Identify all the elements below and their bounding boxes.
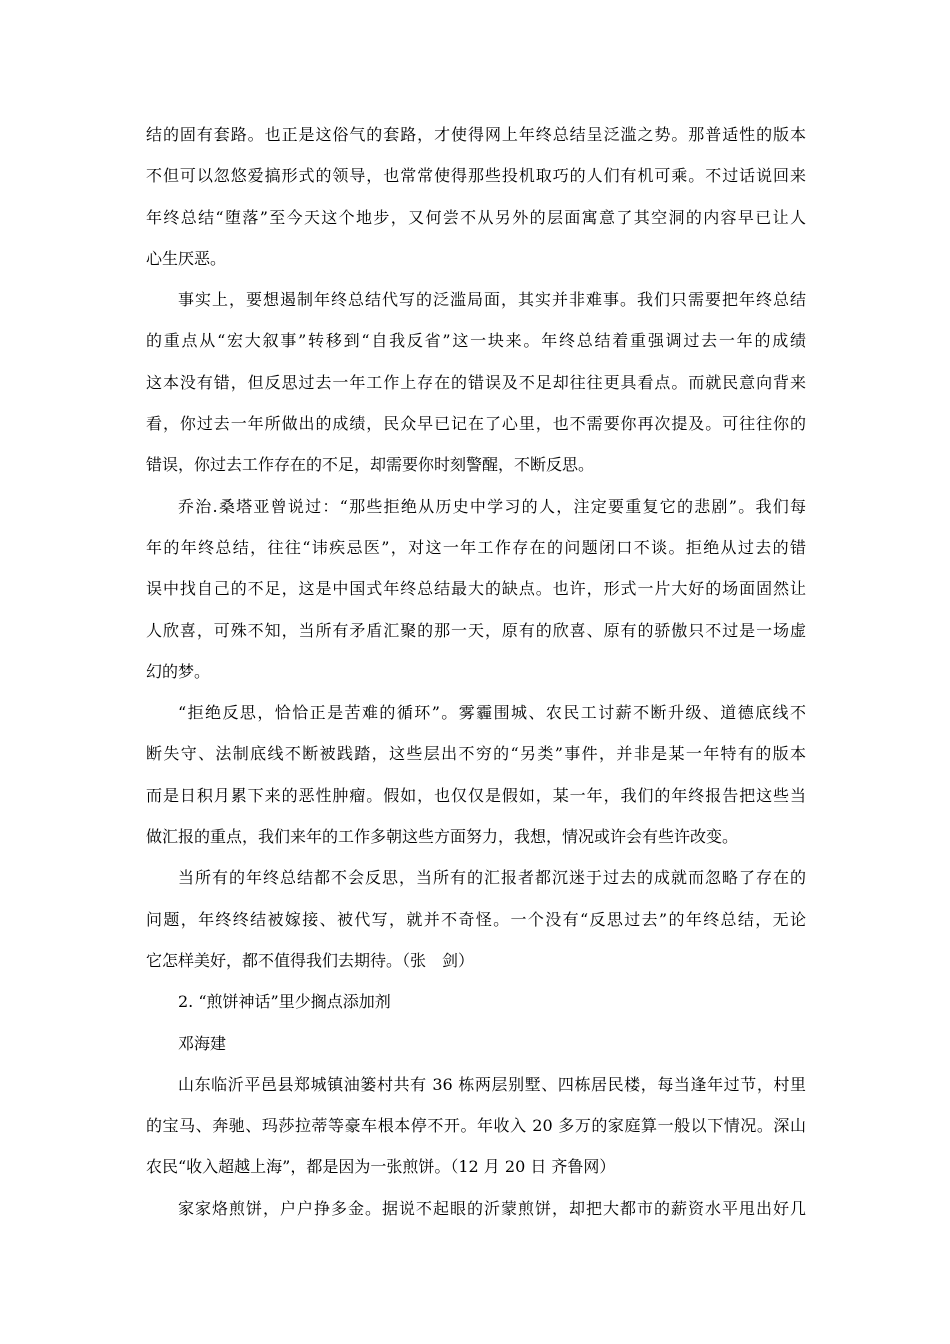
paragraph-first-line: 当所有的年终总结都不会反思，当所有的汇报者都沉迷于过去的成就而忽略了存在的 xyxy=(178,868,806,888)
article-body xyxy=(146,114,806,1229)
text-line: 心生厌恶。 xyxy=(146,248,227,268)
text-line: 结的固有套路。也正是这俗气的套路，才使得网上年终总结呈泛滥之势。那普适性的版本 xyxy=(146,125,806,144)
section-heading: 2. “煎饼神话”里少搁点添加剂 xyxy=(178,992,391,1012)
paragraph-first-line: 事实上，要想遏制年终总结代写的泛滥局面，其实并非难事。我们只需要把年终总结 xyxy=(178,290,806,310)
text-line: 幻的梦。 xyxy=(146,661,211,681)
text-line: 问题，年终终结被嫁接、被代写，就并不奇怪。一个没有“反思过去”的年终总结，无论 xyxy=(146,909,806,929)
text-line: 农民“收入超越上海”，都是因为一张煎饼。（12 月 20 日 齐鲁网） xyxy=(146,1157,616,1177)
text-line: 错误，你过去工作存在的不足，却需要你时刻警醒，不断反思。 xyxy=(146,455,595,475)
text-line: 做汇报的重点，我们来年的工作多朝这些方面努力，我想，情况或许会有些许改变。 xyxy=(146,827,739,847)
paragraph-first-line: “拒绝反思，恰恰正是苦难的循环”。雾霾围城、农民工讨薪不断升级、道德底线不 xyxy=(178,703,806,723)
text-line: 的重点从“宏大叙事”转移到“自我反省”这一块来。年终总结着重强调过去一年的成绩 xyxy=(146,331,806,351)
text-line: 年的年终总结，往往“讳疾忌医”，对这一年工作存在的问题闭口不谈。拒绝从过去的错 xyxy=(146,537,806,557)
text-line: 看，你过去一年所做出的成绩，民众早已记在了心里，也不需要你再次提及。可往往你的 xyxy=(146,414,806,434)
text-line: 人欣喜，可殊不知，当所有矛盾汇聚的那一天，原有的欣喜、原有的骄傲只不过是一场虚 xyxy=(146,620,806,640)
paragraph-first-line: 山东临沂平邑县郑城镇油篓村共有 36 栋两层别墅、四栋居民楼，每当逢年过节，村里 xyxy=(178,1074,806,1094)
text-line: 这本没有错，但反思过去一年工作上存在的错误及不足却往往更具看点。而就民意向背来 xyxy=(146,372,806,392)
text-line: 误中找自己的不足，这是中国式年终总结最大的缺点。也许，形式一片大好的场面固然让 xyxy=(146,579,806,599)
text-line: 的宝马、奔驰、玛莎拉蒂等豪车根本停不开。年收入 20 多万的家庭算一般以下情况。深山 xyxy=(146,1116,806,1136)
author-name: 邓海建 xyxy=(178,1033,227,1053)
text-line: 而是日积月累下来的恶性肿瘤。假如，也仅仅是假如，某一年，我们的年终报告把这些当 xyxy=(146,785,806,805)
text-line: 断失守、法制底线不断被践踏，这些层出不穷的“另类”事件，并非是某一年特有的版本 xyxy=(146,744,806,764)
text-line: 年终总结“堕落”至今天这个地步，又何尝不从另外的层面寓意了其空洞的内容早已让人 xyxy=(146,207,806,227)
text-line: 它怎样美好，都不值得我们去期待。（张 剑） xyxy=(146,950,475,970)
text-line: 不但可以忽悠爱搞形式的领导，也常常使得那些投机取巧的人们有机可乘。不过话说回来 xyxy=(146,166,806,186)
paragraph-first-line: 乔治.桑塔亚曾说过：“那些拒绝从历史中学习的人，注定要重复它的悲剧”。我们每 xyxy=(178,496,806,516)
paragraph-first-line: 家家烙煎饼，户户挣多金。据说不起眼的沂蒙煎饼，却把大都市的薪资水平甩出好几 xyxy=(178,1198,806,1218)
